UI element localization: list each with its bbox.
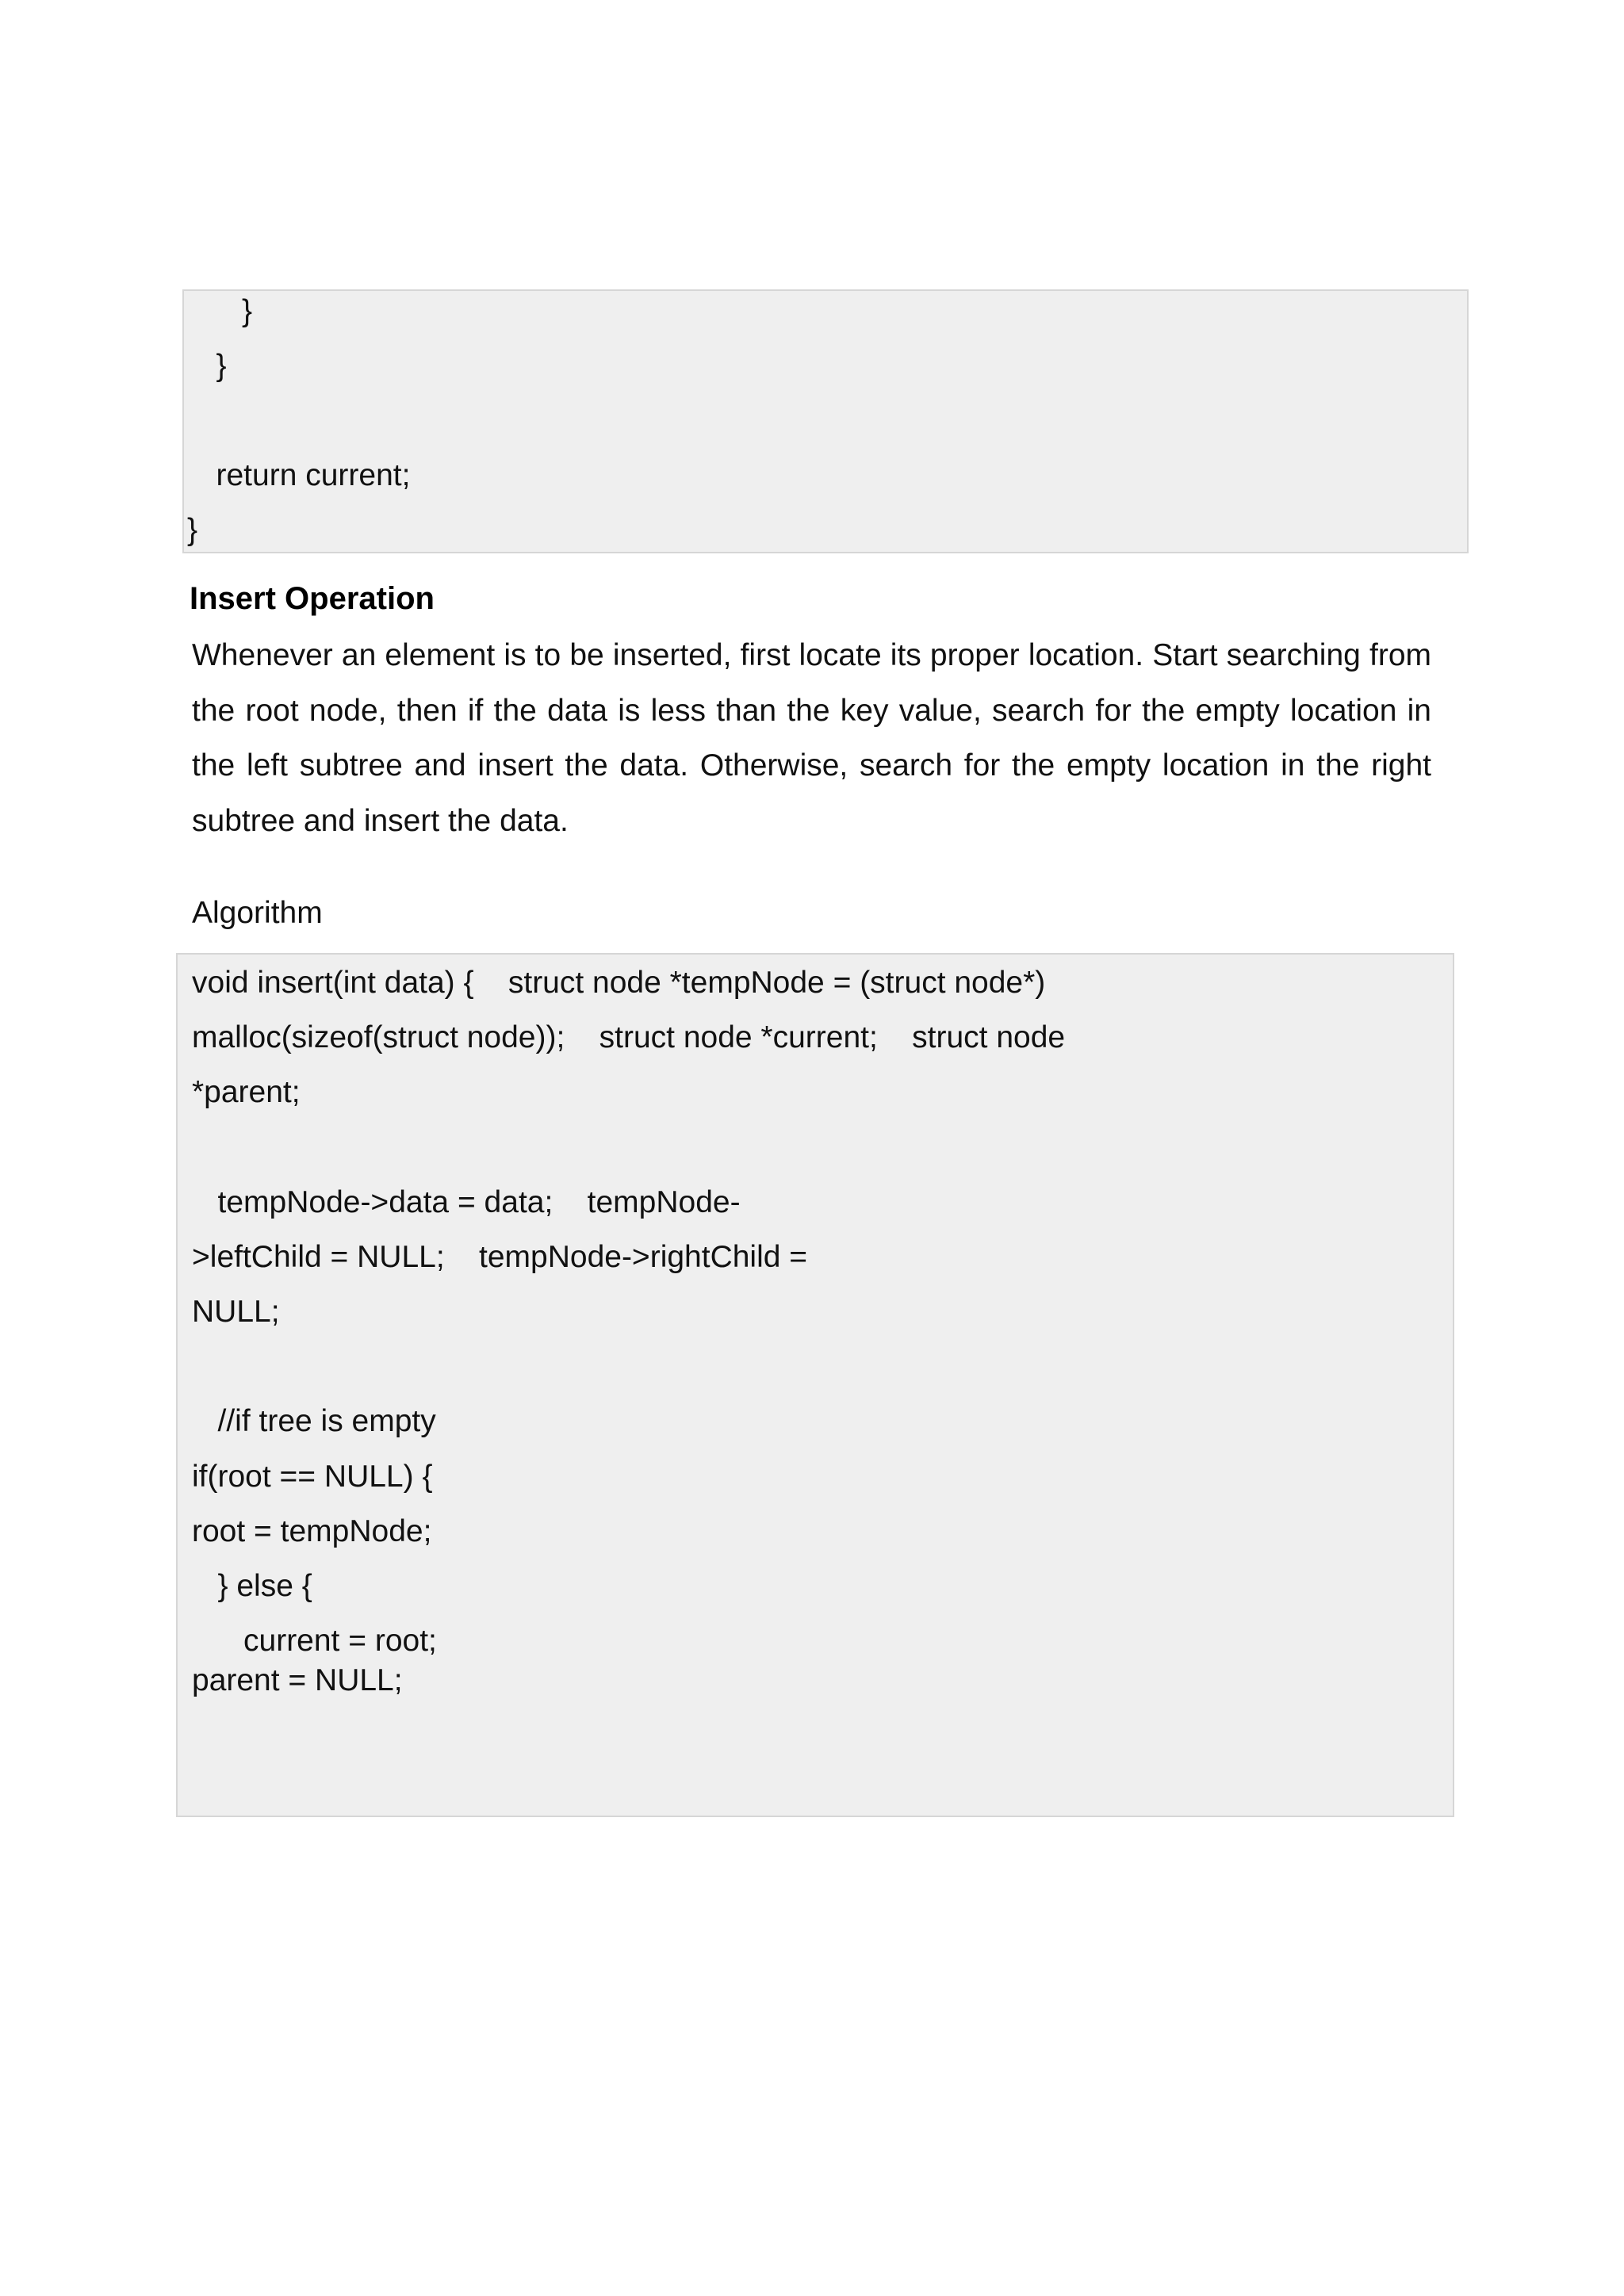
code-line: } (190, 294, 253, 328)
code-line: NULL; (192, 1295, 280, 1329)
section-paragraph: Whenever an element is to be inserted, first locate its proper location. Start searching from the root node, then if the data is less than the key value, search for the empty location in the left subtree and insert the data. Otherwise, search for the empty location in the right subtree and insert the data. (192, 638, 1431, 838)
code-line: if(root == NULL) { (192, 1460, 433, 1494)
code-line: //if tree is empty (192, 1404, 436, 1438)
code-line: *parent; (192, 1075, 301, 1109)
code-line: } (190, 349, 227, 383)
section-heading: Insert Operation (190, 581, 435, 616)
code-line: root = tempNode; (192, 1514, 432, 1548)
code-line: } else { (192, 1569, 312, 1603)
algorithm-label: Algorithm (192, 896, 323, 930)
code-line: tempNode->data = data; tempNode- (192, 1185, 741, 1219)
code-line: void insert(int data) { struct node *tempNode = (struct node*) (192, 966, 1046, 1000)
code-line: malloc(sizeof(struct node)); struct node *current; struct node (192, 1020, 1066, 1054)
code-line: current = root; (192, 1624, 437, 1658)
code-line: } (187, 513, 198, 547)
code-block-previous (182, 289, 1469, 553)
code-line: >leftChild = NULL; tempNode->rightChild = (192, 1240, 808, 1274)
code-line: parent = NULL; (192, 1663, 403, 1697)
code-line: return current; (190, 458, 411, 492)
